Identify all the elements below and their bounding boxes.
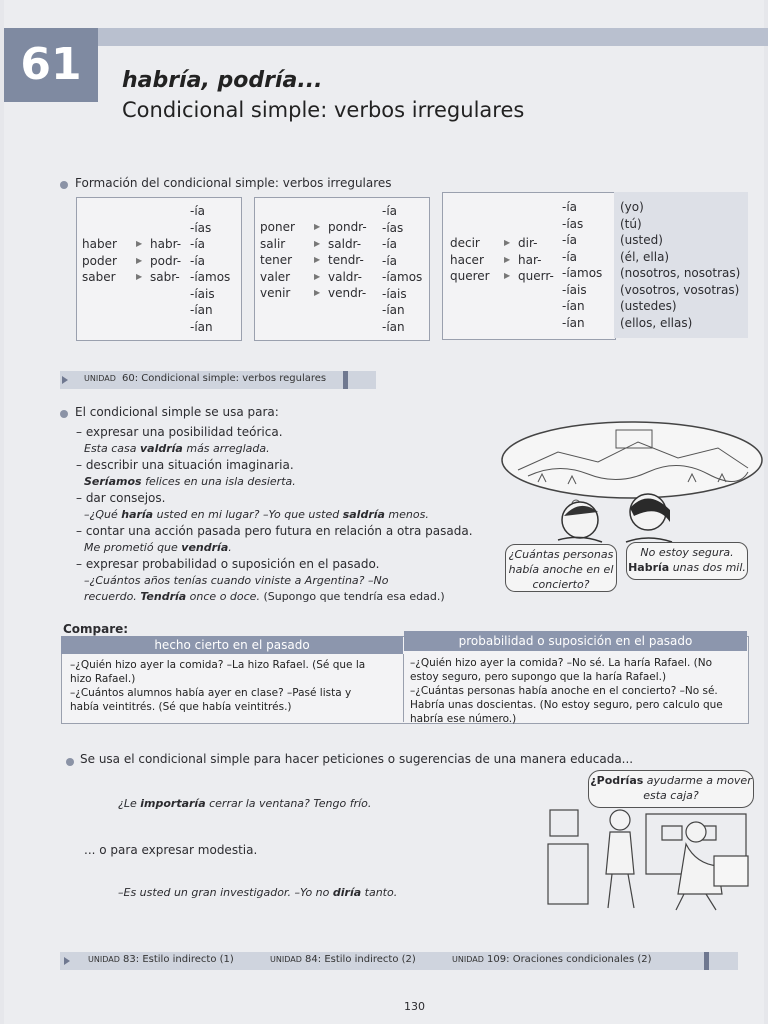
modesty-heading: ... o para expresar modestia.	[84, 843, 258, 857]
ending: -ías	[382, 220, 404, 235]
use-example: –¿Qué haría usted en mi lugar? –Yo que usted saldría menos.	[84, 508, 429, 521]
verb-row	[450, 235, 562, 252]
compare-line: hizo Rafael.)	[70, 673, 136, 685]
unit-ref-84[interactable]: UNIDAD 84: Estilo indirecto (2)	[270, 954, 416, 965]
compare-line: –¿Quién hizo ayer la comida? –La hizo Rafael. (Sé que la	[70, 659, 366, 671]
unit-ref-60[interactable]	[60, 371, 376, 389]
ending: -íais	[190, 286, 215, 301]
arrow-right-icon: ▶	[136, 272, 143, 281]
verb-infinitive: poner	[260, 220, 295, 234]
unit-ref-109[interactable]: UNIDAD 109: Oraciones condicionales (2)	[452, 954, 652, 965]
arrow-right-icon: ▶	[314, 255, 321, 264]
ref-marker	[704, 952, 709, 970]
verb-row	[82, 236, 192, 253]
ending: -ían	[562, 315, 585, 330]
use-example: Esta casa valdría más arreglada.	[84, 442, 270, 455]
use-item: – contar una acción pasada pero futura en relación a otra pasada.	[76, 524, 473, 538]
ending: -ían	[190, 303, 213, 317]
compare-line: había veintitrés. (Sé que había veintitrés.)	[70, 701, 292, 713]
ending: -íamos	[382, 270, 423, 284]
moving-box-cartoon-illustration	[546, 804, 758, 914]
ref-prefix: UNIDAD	[84, 374, 116, 383]
person-label: (nosotros, nosotras)	[620, 266, 741, 280]
verb-stem: dir-	[518, 236, 538, 250]
modesty-example: –Es usted un gran investigador. –Yo no diría tanto.	[118, 886, 398, 899]
ending: -íais	[382, 286, 407, 301]
use-item: – describir una situación imaginaria.	[76, 458, 294, 472]
polite-heading: Se usa el condicional simple para hacer peticiones o sugerencias de una manera educada...	[80, 752, 634, 766]
ending: -ía	[382, 204, 398, 218]
verb-stem: sabr-	[150, 270, 180, 284]
arrow-right-icon: ▶	[314, 222, 321, 231]
verb-row	[82, 269, 192, 286]
person-label: (vosotros, vosotras)	[620, 282, 740, 297]
compare-left-cell	[70, 658, 400, 714]
ending: -ían	[562, 299, 585, 313]
compare-left-header: hecho cierto en el pasado	[61, 636, 403, 654]
polite-example: ¿Le importaría cerrar la ventana? Tengo frío.	[118, 797, 372, 810]
compare-right-cell	[410, 656, 745, 726]
endings-1	[190, 203, 230, 335]
endings-3	[562, 199, 602, 331]
verb-stem: har-	[518, 252, 542, 267]
verb-row	[260, 236, 380, 253]
arrow-right-icon: ▶	[504, 238, 511, 247]
arrow-icon	[62, 376, 68, 384]
unit-subtitle: Condicional simple: verbos irregulares	[122, 98, 525, 122]
arrow-right-icon: ▶	[504, 254, 511, 264]
ending: -ía	[382, 237, 398, 251]
speech-bubble-request: ¿Podrías ayudarme a mover esta caja?	[588, 770, 754, 808]
arrow-right-icon: ▶	[314, 288, 321, 297]
verb-row	[260, 285, 380, 302]
use-item: – expresar probabilidad o suposición en el pasado.	[76, 557, 380, 571]
speech-bubble-left: ¿Cuántas personas había anoche en el concierto?	[505, 544, 617, 592]
ending: -íamos	[562, 266, 603, 280]
verb-row	[260, 219, 380, 236]
ending: -ía	[190, 253, 206, 268]
verb-row	[450, 252, 562, 269]
bullet-icon	[60, 181, 68, 189]
verb-infinitive: haber	[82, 237, 117, 251]
person-label: (ustedes)	[620, 299, 677, 313]
speech-bubble-right: No estoy segura. Habría unas dos mil.	[626, 542, 748, 580]
verb-infinitive: venir	[260, 286, 291, 300]
verb-infinitive: hacer	[450, 252, 484, 267]
header-band	[98, 28, 768, 46]
verb-infinitive: querer	[450, 269, 490, 283]
arrow-right-icon: ▶	[136, 255, 143, 265]
person-label: (tú)	[620, 216, 642, 231]
verb-infinitive: decir	[450, 236, 480, 250]
compare-line: habría ese número.)	[410, 713, 517, 725]
verb-infinitive: tener	[260, 253, 293, 267]
verb-stem: pondr-	[328, 220, 367, 234]
unit-refs-bottom	[60, 952, 738, 970]
use-example: Me prometió que vendría.	[84, 541, 232, 554]
compare-line: –¿Quién hizo ayer la comida? –No sé. La haría Rafael. (No	[410, 657, 713, 669]
compare-line: Habría unas doscientas. (No estoy seguro, pero calculo que	[410, 699, 723, 711]
concert-cartoon-illustration	[498, 412, 766, 552]
verb-stem: podr-	[150, 253, 182, 268]
person-label: (ellos, ellas)	[620, 315, 693, 330]
verb-group-1	[82, 236, 192, 286]
arrow-right-icon: ▶	[314, 238, 321, 248]
verb-row	[82, 253, 192, 270]
compare-line: estoy seguro, pero supongo que la haría Rafael.)	[410, 671, 667, 683]
ending: -ías	[190, 220, 212, 235]
ending: -ían	[382, 319, 405, 334]
use-example: –¿Cuántos años tenías cuando viniste a Argentina? –No	[84, 574, 389, 587]
verb-stem: tendr-	[328, 253, 364, 267]
compare-line: –¿Cuántos alumnos había ayer en clase? –Pasé lista y	[70, 687, 352, 699]
arrow-right-icon: ▶	[314, 271, 321, 281]
ending: -ías	[562, 216, 584, 231]
formation-heading: Formación del condicional simple: verbos irregulares	[75, 176, 392, 190]
bullet-icon	[66, 758, 74, 766]
ending: -ía	[382, 253, 398, 268]
ending: -ía	[562, 233, 578, 247]
person-label: (él, ella)	[620, 249, 670, 264]
use-item: – dar consejos.	[76, 491, 166, 505]
arrow-icon	[64, 957, 70, 965]
verb-stem: habr-	[150, 237, 182, 251]
verb-infinitive: salir	[260, 236, 286, 251]
compare-label: Compare:	[63, 622, 129, 636]
persons-list	[620, 199, 740, 331]
ending: -íais	[562, 282, 587, 297]
use-example: recuerdo. Tendría once o doce. (Supongo que tendría esa edad.)	[84, 590, 445, 603]
arrow-right-icon: ▶	[504, 271, 511, 280]
compare-divider	[403, 654, 404, 722]
verb-infinitive: saber	[82, 270, 116, 284]
ref-text: 60: Condicional simple: verbos regulares	[122, 373, 327, 384]
endings-2	[382, 203, 422, 335]
person-label: (yo)	[620, 200, 644, 214]
compare-right-header: probabilidad o suposición en el pasado	[404, 631, 747, 651]
ending: -ía	[562, 200, 578, 214]
ending: -ían	[382, 303, 405, 317]
unit-ref-83[interactable]: UNIDAD 83: Estilo indirecto (1)	[88, 954, 234, 965]
use-example: Seríamos felices en una isla desierta.	[84, 475, 296, 488]
verb-stem: saldr-	[328, 236, 362, 251]
ending: -íamos	[190, 270, 231, 284]
verb-stem: valdr-	[328, 269, 362, 284]
person-label: (usted)	[620, 233, 663, 247]
use-item: – expresar una posibilidad teórica.	[76, 425, 283, 439]
bullet-icon	[60, 410, 68, 418]
verb-stem: vendr-	[328, 286, 367, 300]
verb-row	[260, 252, 380, 269]
verb-stem: querr-	[518, 269, 554, 283]
verb-group-3	[450, 235, 562, 285]
page-number: 130	[404, 1000, 425, 1013]
verb-infinitive: poder	[82, 253, 117, 268]
arrow-right-icon: ▶	[136, 239, 143, 248]
ending: -ía	[562, 249, 578, 264]
unit-title: habría, podría...	[122, 68, 323, 93]
compare-line: –¿Cuántas personas había anoche en el concierto? –No sé.	[410, 685, 718, 697]
ending: -ía	[190, 204, 206, 218]
verb-infinitive: valer	[260, 269, 291, 284]
verb-row	[450, 268, 562, 285]
uses-heading: El condicional simple se usa para:	[75, 405, 279, 419]
unit-number: 61	[4, 28, 98, 102]
uses-list	[76, 424, 506, 605]
ending: -ían	[190, 319, 213, 334]
verb-group-2	[260, 219, 380, 302]
ending: -ía	[190, 237, 206, 251]
ref-marker	[343, 371, 348, 389]
verb-row	[260, 269, 380, 286]
